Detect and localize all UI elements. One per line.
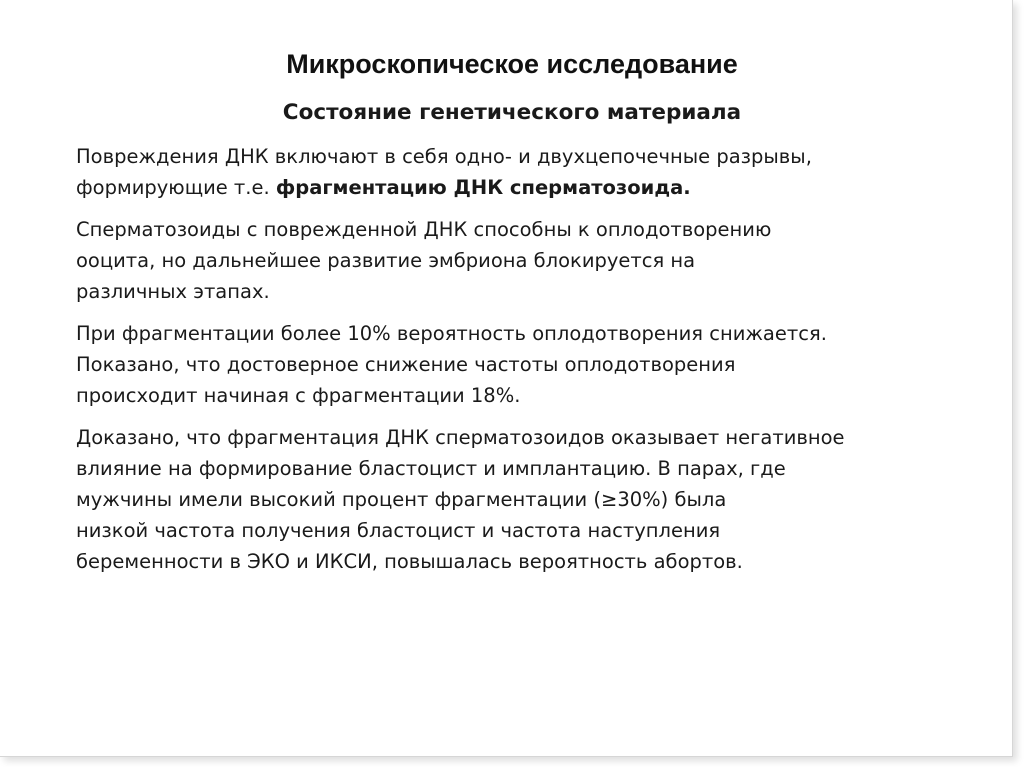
text-line: происходит начиная с фрагментации 18%. — [76, 384, 521, 407]
emphasis-text: фрагментацию ДНК сперматозоида. — [275, 176, 691, 199]
text-line: При фрагментации более 10% вероятность оплодотворения снижается. — [76, 322, 827, 345]
body-text — [76, 141, 1006, 588]
text-line: Доказано, что фрагментация ДНК сперматозоидов оказывает негативное — [76, 426, 845, 449]
text-line: Показано, что достоверное снижение частоты оплодотворения — [76, 353, 736, 376]
paragraph-fertilization — [76, 214, 1006, 307]
slide-title: Микроскопическое исследование — [286, 49, 738, 79]
text-span: формирующие т.е. — [76, 176, 276, 199]
text-line: низкой частота получения бластоцист и частота наступления — [76, 519, 721, 542]
text-line: беременности в ЭКО и ИКСИ, повышалась вероятность абортов. — [76, 550, 743, 573]
paragraph-fragmentation-threshold — [76, 318, 1006, 411]
text-line: ооцита, но дальнейшее развитие эмбриона блокируется на — [76, 249, 696, 272]
text-line: Сперматозоиды с поврежденной ДНК способны к оплодотворению — [76, 218, 772, 241]
text-line: влияние на формирование бластоцист и имплантацию. В парах, где — [76, 457, 786, 480]
paragraph-dna-damage — [76, 141, 1006, 203]
text-line: различных этапах. — [76, 280, 270, 303]
text-line: мужчины имели высокий процент фрагментации (≥30%) была — [76, 488, 727, 511]
text-line: Повреждения ДНК включают в себя одно- и двухцепочечные разрывы, — [76, 145, 812, 168]
slide-subtitle: Состояние генетического материала — [282, 100, 742, 125]
paragraph-blastocyst-impact — [76, 422, 1006, 577]
text-line — [76, 172, 1006, 203]
